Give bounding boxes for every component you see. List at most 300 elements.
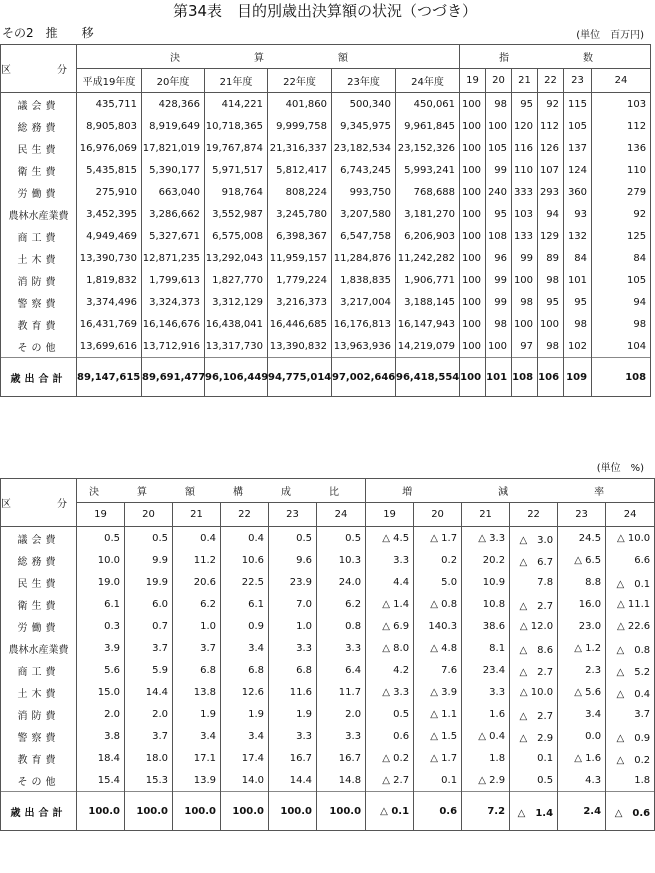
ratio-cell: 3.3 (317, 637, 366, 659)
change-cell: 38.6 (462, 615, 510, 637)
ratio-cell: 15.0 (77, 681, 125, 703)
index-cell: 124 (564, 159, 592, 181)
ratio-cell: 11.7 (317, 681, 366, 703)
amount-cell: 13,390,832 (268, 335, 332, 358)
amount-cell: 275,910 (77, 181, 142, 203)
index-cell: 116 (512, 137, 538, 159)
index-cell: 110 (512, 159, 538, 181)
index-year-header: 20 (486, 69, 512, 93)
change-cell: 3.3 (462, 681, 510, 703)
index-cell: 100 (512, 313, 538, 335)
index-cell: 99 (486, 159, 512, 181)
amount-cell: 13,699,616 (77, 335, 142, 358)
ratio-cell: 2.0 (125, 703, 173, 725)
change-cell: 0.1 (510, 747, 558, 769)
amount-cell: 16,146,676 (142, 313, 205, 335)
ratio-table (0, 478, 655, 831)
change-cell: △ 2.7 (510, 593, 558, 615)
change-cell: 0.2 (414, 549, 462, 571)
amount-cell: 16,431,769 (77, 313, 142, 335)
ratio-cell: 3.4 (221, 725, 269, 747)
row-label: 労働費 (1, 181, 77, 203)
total-row (1, 792, 655, 831)
amount-cell: 1,799,613 (142, 269, 205, 291)
index-year-header: 23 (564, 69, 592, 93)
row-label: 総務費 (1, 115, 77, 137)
index-cell: 99 (486, 269, 512, 291)
index-cell: 100 (460, 313, 486, 335)
amount-cell: 13,292,043 (205, 247, 268, 269)
ratio-cell: 0.8 (317, 615, 366, 637)
amount-cell: 12,871,235 (142, 247, 205, 269)
index-cell: 100 (460, 159, 486, 181)
row-label: 労働費 (1, 615, 77, 637)
unit-label-amounts: (単位 百万円) (576, 30, 644, 41)
change-cell: △ 12.0 (510, 615, 558, 637)
ratio-year-header: 24 (317, 503, 366, 527)
index-cell: 94 (592, 291, 651, 313)
amount-cell: 11,959,157 (268, 247, 332, 269)
change-cell: 6.6 (606, 549, 655, 571)
row-label: 農林水産業費 (1, 203, 77, 225)
change-cell: △ 0.1 (606, 571, 655, 593)
amount-cell: 1,779,224 (268, 269, 332, 291)
amount-year-header: 23年度 (332, 69, 396, 93)
amount-cell: 450,061 (396, 93, 460, 116)
index-cell: 107 (538, 159, 564, 181)
ratio-cell: 14.8 (317, 769, 366, 792)
change-cell: 4.3 (558, 769, 606, 792)
index-cell: 100 (460, 247, 486, 269)
index-cell: 100 (460, 203, 486, 225)
ratio-cell: 3.8 (77, 725, 125, 747)
amount-cell: 3,312,129 (205, 291, 268, 313)
index-cell: 97 (512, 335, 538, 358)
change-cell: △ 10.0 (510, 681, 558, 703)
ratio-cell: 15.3 (125, 769, 173, 792)
table-row (1, 137, 651, 159)
amount-header: 決 算 額 (77, 45, 460, 69)
amount-year-header: 21年度 (205, 69, 268, 93)
change-cell: △ 4.8 (414, 637, 462, 659)
index-cell: 360 (564, 181, 592, 203)
ratio-cell: 6.1 (77, 593, 125, 615)
change-cell: 8.8 (558, 571, 606, 593)
change-cell: 7.2 (462, 792, 510, 831)
row-label: 衛生費 (1, 593, 77, 615)
ratio-cell: 2.0 (77, 703, 125, 725)
table-row (1, 247, 651, 269)
ratio-cell: 3.7 (125, 637, 173, 659)
ratio-cell: 10.3 (317, 549, 366, 571)
change-cell: 20.2 (462, 549, 510, 571)
amount-cell: 21,316,337 (268, 137, 332, 159)
ratio-cell: 17.1 (173, 747, 221, 769)
amount-cell: 5,435,815 (77, 159, 142, 181)
ratio-cell: 100.0 (125, 792, 173, 831)
amount-cell: 89,691,477 (142, 358, 205, 397)
amount-cell: 3,245,780 (268, 203, 332, 225)
table-row (1, 335, 651, 358)
ratio-cell: 23.9 (269, 571, 317, 593)
change-cell: △ 5.2 (606, 659, 655, 681)
change-cell: 1.8 (462, 747, 510, 769)
amount-cell: 6,743,245 (332, 159, 396, 181)
amount-cell: 1,827,770 (205, 269, 268, 291)
change-cell: 0.5 (366, 703, 414, 725)
index-cell: 100 (460, 269, 486, 291)
index-cell: 279 (592, 181, 651, 203)
index-cell: 132 (564, 225, 592, 247)
amounts-table (0, 44, 651, 397)
ratio-cell: 24.0 (317, 571, 366, 593)
row-label: 土木費 (1, 247, 77, 269)
change-cell: △ 8.0 (366, 637, 414, 659)
row-label: 衛生費 (1, 159, 77, 181)
page-title: 第34表 目的別歳出決算額の状況（つづき） (172, 2, 478, 20)
amount-cell: 401,860 (268, 93, 332, 116)
ratio-cell: 19.9 (125, 571, 173, 593)
ratio-cell: 100.0 (77, 792, 125, 831)
change-cell: △ 5.6 (558, 681, 606, 703)
change-cell: 16.0 (558, 593, 606, 615)
ratio-cell: 14.0 (221, 769, 269, 792)
table-row (1, 269, 651, 291)
index-cell: 125 (592, 225, 651, 247)
change-cell: △ 6.9 (366, 615, 414, 637)
index-cell: 98 (486, 313, 512, 335)
change-cell: 0.6 (414, 792, 462, 831)
amount-year-header: 22年度 (268, 69, 332, 93)
amount-cell: 14,219,079 (396, 335, 460, 358)
index-cell: 100 (512, 269, 538, 291)
amount-cell: 9,345,975 (332, 115, 396, 137)
change-cell: △ 0.6 (606, 792, 655, 831)
index-cell: 333 (512, 181, 538, 203)
table-row (1, 703, 655, 725)
amount-cell: 918,764 (205, 181, 268, 203)
index-cell: 101 (564, 269, 592, 291)
total-row (1, 358, 651, 397)
table-row (1, 527, 655, 550)
ratio-cell: 6.8 (221, 659, 269, 681)
amount-cell: 96,418,554 (396, 358, 460, 397)
index-cell: 98 (564, 313, 592, 335)
change-cell: △ 1.5 (414, 725, 462, 747)
amount-cell: 3,324,373 (142, 291, 205, 313)
change-cell: 140.3 (414, 615, 462, 637)
amount-cell: 1,906,771 (396, 269, 460, 291)
amount-cell: 3,217,004 (332, 291, 396, 313)
ratio-cell: 14.4 (125, 681, 173, 703)
ratio-cell: 14.4 (269, 769, 317, 792)
index-cell: 100 (460, 335, 486, 358)
ratio-cell: 3.3 (269, 637, 317, 659)
ratio-cell: 0.9 (221, 615, 269, 637)
index-cell: 100 (460, 358, 486, 397)
amount-cell: 97,002,646 (332, 358, 396, 397)
amount-cell: 3,286,662 (142, 203, 205, 225)
index-cell: 95 (512, 93, 538, 116)
ratio-cell: 11.2 (173, 549, 221, 571)
table-row (1, 291, 651, 313)
index-cell: 100 (460, 181, 486, 203)
ratio-cell: 6.1 (221, 593, 269, 615)
amount-cell: 8,919,649 (142, 115, 205, 137)
change-cell: △ 6.5 (558, 549, 606, 571)
index-cell: 98 (486, 93, 512, 116)
amount-cell: 94,775,014 (268, 358, 332, 397)
change-cell: 8.1 (462, 637, 510, 659)
index-cell: 126 (538, 137, 564, 159)
change-year-header: 20 (414, 503, 462, 527)
change-cell: △ 1.7 (414, 747, 462, 769)
ratio-cell: 5.6 (77, 659, 125, 681)
change-cell: △ 2.7 (510, 703, 558, 725)
index-cell: 112 (592, 115, 651, 137)
row-label: 教育費 (1, 747, 77, 769)
change-cell: 10.9 (462, 571, 510, 593)
table-row (1, 659, 655, 681)
change-cell: 7.6 (414, 659, 462, 681)
ratio-year-header: 20 (125, 503, 173, 527)
change-cell: 24.5 (558, 527, 606, 550)
row-label: 教育費 (1, 313, 77, 335)
ratio-cell: 0.5 (317, 527, 366, 550)
amount-cell: 6,398,367 (268, 225, 332, 247)
ratio-year-header: 21 (173, 503, 221, 527)
index-cell: 98 (538, 269, 564, 291)
ratio-cell: 0.4 (173, 527, 221, 550)
ratio-cell: 1.9 (269, 703, 317, 725)
amount-cell: 16,438,041 (205, 313, 268, 335)
amount-cell: 23,152,326 (396, 137, 460, 159)
ratio-cell: 2.0 (317, 703, 366, 725)
amount-cell: 13,317,730 (205, 335, 268, 358)
ratio-cell: 5.9 (125, 659, 173, 681)
ratio-cell: 3.7 (125, 725, 173, 747)
amount-year-header: 20年度 (142, 69, 205, 93)
row-label: 議会費 (1, 93, 77, 116)
change-cell: △ 3.0 (510, 527, 558, 550)
amount-cell: 414,221 (205, 93, 268, 116)
row-label: 民生費 (1, 571, 77, 593)
row-label: その他 (1, 335, 77, 358)
row-label: 歳出合計 (1, 358, 77, 397)
amount-cell: 3,216,373 (268, 291, 332, 313)
amount-cell: 428,366 (142, 93, 205, 116)
ratio-cell: 3.3 (317, 725, 366, 747)
index-cell: 101 (486, 358, 512, 397)
row-label: 歳出合計 (1, 792, 77, 831)
ratio-year-header: 22 (221, 503, 269, 527)
change-cell: 3.4 (558, 703, 606, 725)
table-row (1, 549, 655, 571)
amount-cell: 6,547,758 (332, 225, 396, 247)
amount-cell: 3,188,145 (396, 291, 460, 313)
index-cell: 100 (486, 335, 512, 358)
change-cell: 3.7 (606, 703, 655, 725)
row-label: 農林水産業費 (1, 637, 77, 659)
index-year-header: 19 (460, 69, 486, 93)
change-year-header: 22 (510, 503, 558, 527)
section-subtitle: その2 推 移 (2, 26, 94, 40)
amount-cell: 9,961,845 (396, 115, 460, 137)
change-cell: △ 2.9 (510, 725, 558, 747)
ratio-cell: 3.4 (173, 725, 221, 747)
index-cell: 92 (592, 203, 651, 225)
table-row (1, 115, 651, 137)
ratio-cell: 9.6 (269, 549, 317, 571)
amount-cell: 17,821,019 (142, 137, 205, 159)
amount-cell: 5,327,671 (142, 225, 205, 247)
index-cell: 105 (564, 115, 592, 137)
change-cell: △ 22.6 (606, 615, 655, 637)
amount-cell: 3,374,496 (77, 291, 142, 313)
change-cell: 5.0 (414, 571, 462, 593)
change-cell: △ 10.0 (606, 527, 655, 550)
ratio-year-header: 19 (77, 503, 125, 527)
amount-cell: 16,976,069 (77, 137, 142, 159)
index-cell: 93 (564, 203, 592, 225)
index-cell: 293 (538, 181, 564, 203)
index-cell: 98 (592, 313, 651, 335)
index-cell: 89 (538, 247, 564, 269)
index-cell: 84 (564, 247, 592, 269)
index-cell: 95 (564, 291, 592, 313)
amount-cell: 3,452,395 (77, 203, 142, 225)
ratio-cell: 16.7 (317, 747, 366, 769)
change-cell: 10.8 (462, 593, 510, 615)
table-row (1, 181, 651, 203)
ratio-cell: 6.2 (317, 593, 366, 615)
row-label: 土木費 (1, 681, 77, 703)
ratio-cell: 0.7 (125, 615, 173, 637)
amount-cell: 6,575,008 (205, 225, 268, 247)
amount-cell: 13,963,936 (332, 335, 396, 358)
amount-cell: 89,147,615 (77, 358, 142, 397)
amount-cell: 16,446,685 (268, 313, 332, 335)
index-cell: 106 (538, 358, 564, 397)
index-cell: 99 (512, 247, 538, 269)
ratio-cell: 10.6 (221, 549, 269, 571)
index-cell: 115 (564, 93, 592, 116)
amount-cell: 23,182,534 (332, 137, 396, 159)
change-cell: 23.4 (462, 659, 510, 681)
row-label: 消防費 (1, 703, 77, 725)
index-cell: 109 (564, 358, 592, 397)
amount-cell: 16,176,813 (332, 313, 396, 335)
index-cell: 240 (486, 181, 512, 203)
table-row (1, 313, 651, 335)
amount-cell: 4,949,469 (77, 225, 142, 247)
amount-cell: 5,390,177 (142, 159, 205, 181)
index-cell: 98 (538, 335, 564, 358)
index-cell: 137 (564, 137, 592, 159)
index-cell: 102 (564, 335, 592, 358)
change-cell: △ 2.7 (366, 769, 414, 792)
amount-year-header: 24年度 (396, 69, 460, 93)
amount-cell: 1,819,832 (77, 269, 142, 291)
change-cell: △ 0.1 (366, 792, 414, 831)
amount-cell: 11,284,876 (332, 247, 396, 269)
ratio-cell: 18.4 (77, 747, 125, 769)
ratio-cell: 0.5 (77, 527, 125, 550)
change-cell: △ 0.8 (414, 593, 462, 615)
change-cell: 0.1 (414, 769, 462, 792)
ratio-cell: 3.4 (221, 637, 269, 659)
index-cell: 136 (592, 137, 651, 159)
index-cell: 120 (512, 115, 538, 137)
change-cell: △ 0.2 (606, 747, 655, 769)
amount-cell: 993,750 (332, 181, 396, 203)
index-year-header: 21 (512, 69, 538, 93)
row-label: 警察費 (1, 725, 77, 747)
change-cell: △ 0.8 (606, 637, 655, 659)
ratio-cell: 11.6 (269, 681, 317, 703)
index-cell: 95 (486, 203, 512, 225)
ratio-cell: 6.2 (173, 593, 221, 615)
table-row (1, 225, 651, 247)
change-cell: 0.5 (510, 769, 558, 792)
amount-cell: 1,838,835 (332, 269, 396, 291)
index-cell: 92 (538, 93, 564, 116)
ratio-cell: 15.4 (77, 769, 125, 792)
change-cell: △ 6.7 (510, 549, 558, 571)
change-cell: 2.4 (558, 792, 606, 831)
change-cell: △ 3.3 (462, 527, 510, 550)
table-row (1, 747, 655, 769)
ratio-cell: 1.9 (221, 703, 269, 725)
index-cell: 98 (512, 291, 538, 313)
ratio-cell: 0.4 (221, 527, 269, 550)
amount-cell: 500,340 (332, 93, 396, 116)
kubun-header: 区 分 (1, 45, 77, 93)
change-cell: △ 1.4 (366, 593, 414, 615)
ratio-cell: 10.0 (77, 549, 125, 571)
row-label: その他 (1, 769, 77, 792)
ratio-cell: 22.5 (221, 571, 269, 593)
index-cell: 99 (486, 291, 512, 313)
ratio-cell: 20.6 (173, 571, 221, 593)
index-cell: 100 (460, 93, 486, 116)
ratio-cell: 16.7 (269, 747, 317, 769)
change-cell: △ 11.1 (606, 593, 655, 615)
index-header: 指 数 (460, 45, 651, 69)
amount-cell: 808,224 (268, 181, 332, 203)
index-cell: 96 (486, 247, 512, 269)
ratio-cell: 1.0 (269, 615, 317, 637)
ratio-cell: 12.6 (221, 681, 269, 703)
index-cell: 108 (512, 358, 538, 397)
index-cell: 104 (592, 335, 651, 358)
ratio-year-header: 23 (269, 503, 317, 527)
ratio-cell: 100.0 (317, 792, 366, 831)
amount-year-header: 平成19年度 (77, 69, 142, 93)
amount-cell: 768,688 (396, 181, 460, 203)
change-cell: 2.3 (558, 659, 606, 681)
change-cell: △ 2.7 (510, 659, 558, 681)
ratio-cell: 3.9 (77, 637, 125, 659)
change-cell: △ 1.7 (414, 527, 462, 550)
amount-cell: 435,711 (77, 93, 142, 116)
index-cell: 103 (512, 203, 538, 225)
row-label: 議会費 (1, 527, 77, 550)
table-row (1, 681, 655, 703)
row-label: 商工費 (1, 659, 77, 681)
index-cell: 84 (592, 247, 651, 269)
amount-cell: 13,712,916 (142, 335, 205, 358)
